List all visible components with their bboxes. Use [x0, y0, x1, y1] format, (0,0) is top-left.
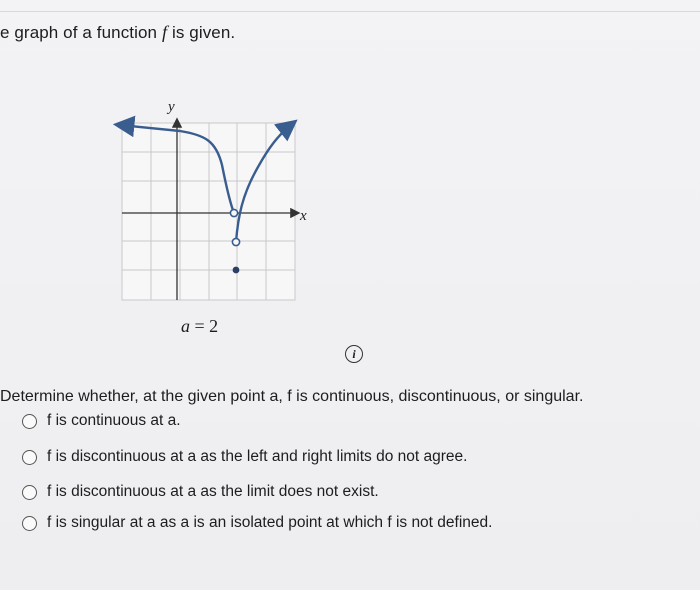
point-value: = 2	[194, 316, 219, 336]
option-label: f is continuous at a.	[47, 412, 181, 429]
option-label: f is singular at a as a is an isolated point at which f is not defined.	[47, 514, 493, 531]
open-point-left-limit	[230, 209, 237, 216]
question-heading	[0, 22, 235, 43]
heading-text-start: e graph of a function	[0, 23, 162, 42]
top-divider	[0, 11, 700, 12]
info-icon[interactable]: i	[345, 345, 363, 363]
radio-button[interactable]	[22, 516, 37, 531]
option-continuous[interactable]	[22, 412, 181, 430]
radio-button[interactable]	[22, 450, 37, 465]
point-variable: a	[181, 316, 190, 336]
radio-button[interactable]	[22, 485, 37, 500]
heading-function-variable: f	[161, 22, 168, 42]
filled-point-value	[233, 267, 240, 274]
x-axis-label: x	[300, 208, 307, 224]
option-singular[interactable]	[22, 514, 492, 532]
heading-text-end: is given.	[167, 23, 236, 42]
question-prompt: Determine whether, at the given point a, f is continuous, discontinuous, or singular.	[0, 388, 584, 405]
function-graph	[110, 95, 320, 310]
option-label: f is discontinuous at a as the left and right limits do not agree.	[47, 448, 468, 465]
open-point-right-limit	[232, 238, 239, 245]
option-discontinuous-no-limit[interactable]	[22, 483, 379, 501]
option-discontinuous-limits-disagree[interactable]	[22, 448, 467, 466]
radio-button[interactable]	[22, 414, 37, 429]
given-point-label	[181, 316, 218, 337]
option-label: f is discontinuous at a as the limit does not exist.	[47, 483, 379, 500]
y-axis-label: y	[168, 99, 175, 115]
graph-svg	[110, 95, 320, 310]
